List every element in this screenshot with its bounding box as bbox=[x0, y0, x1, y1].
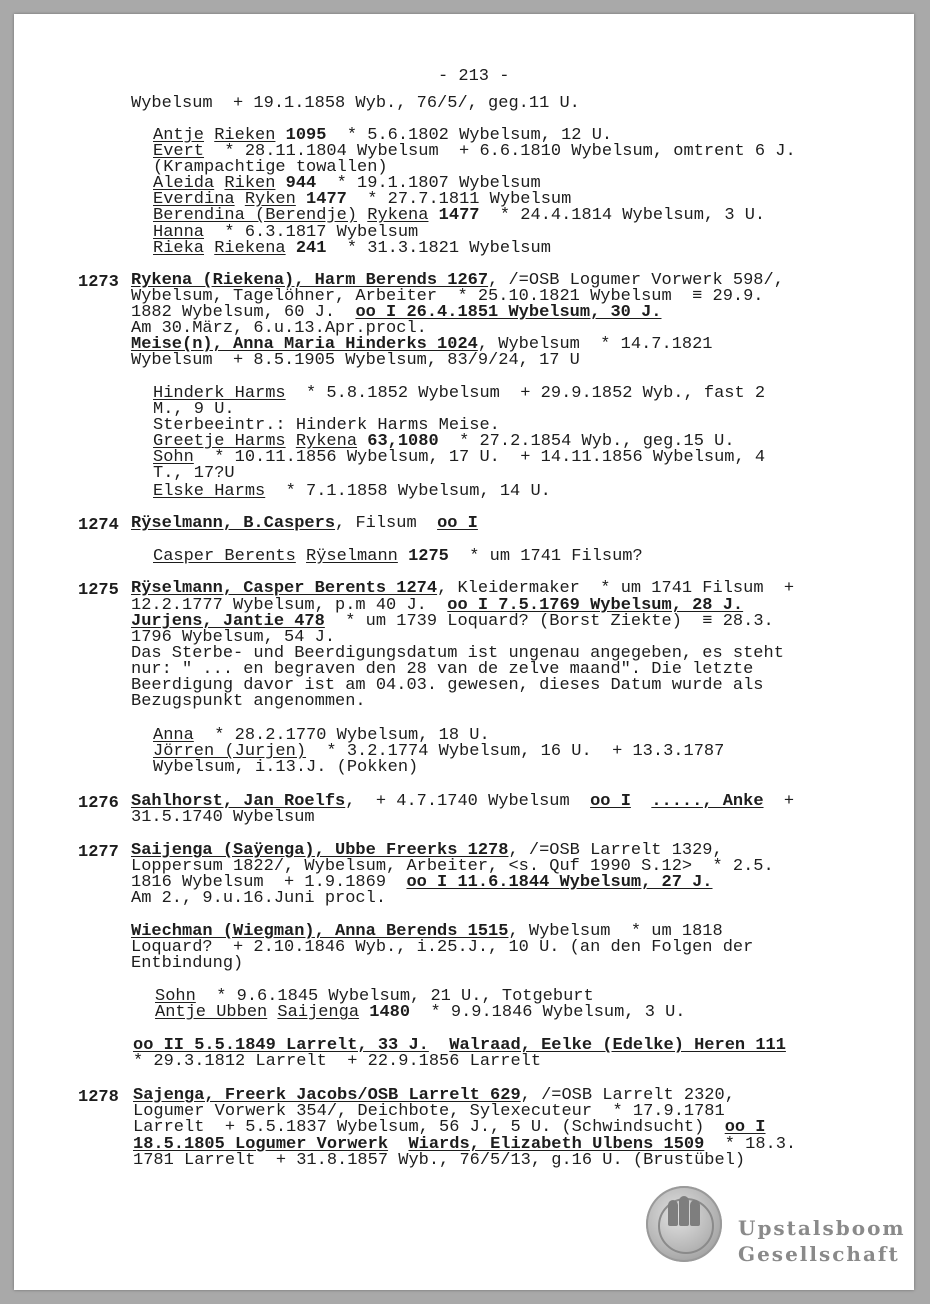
bold-name: 1095 bbox=[285, 126, 327, 145]
underlined-name: Rÿselmann bbox=[306, 547, 398, 566]
text-run bbox=[296, 547, 306, 566]
text-run: * 31.3.1821 Wybelsum bbox=[326, 239, 551, 258]
text-line bbox=[131, 581, 794, 597]
text-run: * 7.1.1858 Wybelsum, 14 U. bbox=[265, 482, 551, 501]
underlined-name: Riekena bbox=[214, 239, 286, 258]
bold-name: Wiards, Elizabeth Ulbens 1509 bbox=[408, 1135, 705, 1154]
document-page bbox=[14, 14, 914, 1290]
text-run: (Krampachtige towallen) bbox=[153, 158, 388, 177]
bold-name: Saijenga (Saÿenga), Ubbe Freerks 1278 bbox=[131, 841, 509, 860]
text-line bbox=[155, 1005, 686, 1021]
text-run: 31.5.1740 Wybelsum bbox=[131, 808, 315, 827]
underlined-name: Rieken bbox=[214, 126, 276, 145]
text-run bbox=[398, 547, 408, 566]
bold-name: oo I bbox=[437, 514, 478, 533]
underlined-name: Evert bbox=[153, 142, 205, 161]
text-run: 1796 Wybelsum, 54 J. bbox=[131, 628, 336, 647]
text-run: + bbox=[763, 792, 795, 811]
text-run: Wybelsum, i.13.J. (Pokken) bbox=[153, 758, 419, 777]
text-run: , /=OSB Larrelt 2320, bbox=[520, 1086, 735, 1105]
underlined-name: Elske Harms bbox=[153, 482, 266, 501]
bold-name: 1477 bbox=[306, 190, 347, 209]
underlined-name: Antje bbox=[153, 126, 205, 145]
text-run: * 10.11.1856 Wybelsum, 17 U. + 14.11.1856 Wybelsum, 4 bbox=[193, 448, 766, 467]
text-run: , /=OSB Larrelt 1329, bbox=[508, 841, 723, 860]
underlined-name: Sohn bbox=[155, 987, 196, 1006]
text-run: 1882 Wybelsum, 60 J. bbox=[131, 303, 356, 322]
text-run: 12.2.1777 Wybelsum, p.m 40 J. bbox=[131, 596, 448, 615]
underlined-name: Rykena bbox=[367, 206, 429, 225]
underlined-name: Hinderk Harms bbox=[153, 384, 286, 403]
text-run: * 5.8.1852 Wybelsum + 29.9.1852 Wyb., fast 2 bbox=[285, 384, 766, 403]
bold-name: Jurjens, Jantie 478 bbox=[131, 612, 325, 631]
text-run: * um 1741 Filsum? bbox=[448, 547, 643, 566]
text-run: Loppersum 1822/, Wybelsum, Arbeiter, <s. Quf 1990 S.12> * 2.5. bbox=[131, 857, 774, 876]
underlined-name: Riken bbox=[224, 174, 276, 193]
text-run: * 18.3. bbox=[704, 1135, 797, 1154]
text-run: Das Sterbe- und Beerdigungsdatum ist ungenau angegeben, es steht bbox=[131, 644, 784, 663]
entry-number: 1276 bbox=[78, 794, 119, 813]
text-run: Wybelsum + 19.1.1858 Wyb., 76/5/, geg.11 U. bbox=[131, 94, 580, 113]
bold-name: Sajenga, Freerk Jacobs/OSB Larrelt 629 bbox=[133, 1086, 521, 1105]
text-line bbox=[131, 956, 243, 972]
text-run: * 27.7.1811 Wybelsum bbox=[346, 190, 572, 209]
text-run: * 9.9.1846 Wybelsum, 3 U. bbox=[410, 1003, 686, 1022]
bold-name: Rykena (Riekena), Harm Berends 1267 bbox=[131, 271, 489, 290]
text-run: Wybelsum + 8.5.1905 Wybelsum, 83/9/24, 17 U bbox=[131, 351, 580, 370]
text-run bbox=[359, 1003, 369, 1022]
text-line bbox=[131, 516, 478, 532]
page-number: - 213 - bbox=[438, 67, 510, 86]
brand-name-line2: Gesellschaft bbox=[738, 1242, 900, 1266]
underlined-name: Anna bbox=[153, 726, 194, 745]
bold-name: Rÿselmann, B.Caspers bbox=[131, 514, 336, 533]
bold-name: oo I bbox=[590, 792, 631, 811]
text-run: * 5.6.1802 Wybelsum, 12 U. bbox=[326, 126, 613, 145]
text-run: 1816 Wybelsum + 1.9.1869 bbox=[131, 873, 407, 892]
text-run: Sterbeeintr.: Hinderk Harms Meise. bbox=[153, 416, 500, 435]
underlined-name: Casper Berents bbox=[153, 547, 296, 566]
text-line bbox=[153, 241, 551, 257]
bold-name: Meise(n), Anna Maria Hinderks 1024 bbox=[131, 335, 478, 354]
text-run bbox=[631, 792, 651, 811]
text-run: , Filsum bbox=[335, 514, 438, 533]
bold-name: oo II 5.5.1849 Larrelt, 33 J. bbox=[133, 1036, 429, 1055]
text-line bbox=[153, 466, 235, 482]
text-run: Am 30.März, 6.u.13.Apr.procl. bbox=[131, 319, 427, 338]
entry-number: 1274 bbox=[78, 516, 119, 535]
bold-name: oo I 26.4.1851 Wybelsum, 30 J. bbox=[355, 303, 662, 322]
text-run: * 19.1.1807 Wybelsum bbox=[316, 174, 541, 193]
text-line bbox=[131, 353, 580, 369]
brand-name-line1: Upstalsboom bbox=[738, 1216, 906, 1240]
text-run: Loquard? + 2.10.1846 Wyb., i.25.J., 10 U. (an den Folgen der bbox=[131, 938, 754, 957]
text-run: , Wybelsum * 14.7.1821 bbox=[477, 335, 713, 354]
underlined-name: Ryken bbox=[244, 190, 296, 209]
bold-name: Sahlhorst, Jan Roelfs bbox=[131, 792, 346, 811]
bold-name: Rÿselmann, Casper Berents 1274 bbox=[131, 579, 438, 598]
text-run: nur: " ... en begraven den 28 van de zelve maand". Die letzte bbox=[131, 660, 754, 679]
text-line bbox=[153, 549, 643, 565]
text-run: Logumer Vorwerk 354/, Deichbote, Sylexecuteur * 17.9.1781 bbox=[133, 1102, 725, 1121]
bold-name: 1275 bbox=[408, 547, 449, 566]
bold-name: 944 bbox=[285, 174, 317, 193]
underlined-name: Everdina bbox=[153, 190, 235, 209]
text-line bbox=[133, 1120, 766, 1136]
underlined-name: Greetje Harms bbox=[153, 432, 286, 451]
text-run: * 27.2.1854 Wyb., geg.15 U. bbox=[438, 432, 735, 451]
text-line bbox=[133, 1054, 541, 1070]
text-run bbox=[286, 239, 296, 258]
text-run: , + 4.7.1740 Wybelsum bbox=[345, 792, 591, 811]
bold-name: oo I 7.5.1769 Wybelsum, 28 J. bbox=[447, 596, 744, 615]
text-run: Wybelsum, Tagelöhner, Arbeiter * 25.10.1821 Wybelsum ≡ 29.9. bbox=[131, 287, 764, 306]
text-run: * 28.2.1770 Wybelsum, 18 U. bbox=[193, 726, 490, 745]
bold-name: 1480 bbox=[369, 1003, 411, 1022]
text-line bbox=[153, 208, 765, 224]
text-run: 1781 Larrelt + 31.8.1857 Wyb., 76/5/13, g.16 U. (Brustübel) bbox=[133, 1151, 746, 1170]
bold-name: 63,1080 bbox=[367, 432, 439, 451]
text-run: Larrelt + 5.5.1837 Wybelsum, 56 J., 5 U. (Schwindsucht) bbox=[133, 1118, 725, 1137]
text-run: M., 9 U. bbox=[153, 400, 235, 419]
bold-name: Walraad, Eelke (Edelke) Heren 111 bbox=[449, 1036, 786, 1055]
text-line bbox=[131, 96, 580, 112]
entry-number: 1278 bbox=[78, 1088, 119, 1107]
underlined-name: Rykena bbox=[295, 432, 358, 451]
text-run bbox=[204, 239, 214, 258]
underlined-name: Berendina (Berendje) bbox=[153, 206, 358, 225]
text-run: T., 17?U bbox=[153, 464, 235, 483]
bold-name: ....., Anke bbox=[651, 792, 764, 811]
text-line bbox=[133, 1153, 745, 1169]
text-run: * 9.6.1845 Wybelsum, 21 U., Totgeburt bbox=[195, 987, 594, 1006]
text-run: Am 2., 9.u.16.Juni procl. bbox=[131, 889, 387, 908]
underlined-name: Aleida bbox=[153, 174, 215, 193]
text-run: Entbindung) bbox=[131, 954, 244, 973]
text-run: Bezugspunkt angenommen. bbox=[131, 692, 366, 711]
bold-name: oo I 11.6.1844 Wybelsum, 27 J. bbox=[406, 873, 713, 892]
bold-name: oo I bbox=[724, 1118, 766, 1137]
text-run: * 3.2.1774 Wybelsum, 16 U. + 13.3.1787 bbox=[306, 742, 725, 761]
text-run bbox=[267, 1003, 277, 1022]
text-run: * 6.3.1817 Wybelsum bbox=[204, 223, 419, 242]
bold-name: 18.5.1805 Logumer Vorwerk bbox=[133, 1135, 389, 1154]
entry-number: 1275 bbox=[78, 581, 119, 600]
text-run: * 29.3.1812 Larrelt + 22.9.1856 Larrelt bbox=[133, 1052, 542, 1071]
underlined-name: Antje Ubben bbox=[155, 1003, 268, 1022]
text-line bbox=[131, 694, 366, 710]
bold-name: 241 bbox=[295, 239, 327, 258]
text-line bbox=[131, 810, 315, 826]
text-line bbox=[153, 386, 765, 402]
society-seal-logo bbox=[646, 1186, 722, 1262]
entry-number: 1277 bbox=[78, 843, 119, 862]
text-run: * 24.4.1814 Wybelsum, 3 U. bbox=[479, 206, 766, 225]
bold-name: 1477 bbox=[438, 206, 480, 225]
text-line bbox=[131, 891, 386, 907]
text-run: , /=OSB Logumer Vorwerk 598/, bbox=[488, 271, 784, 290]
text-run: * um 1739 Loquard? (Borst Ziekte) ≡ 28.3. bbox=[324, 612, 774, 631]
text-run: Beerdigung davor ist am 04.03. gewesen, dieses Datum wurde als bbox=[131, 676, 764, 695]
text-line bbox=[153, 450, 765, 466]
text-run: * 28.11.1804 Wybelsum + 6.6.1810 Wybelsum, omtrent 6 J. bbox=[204, 142, 796, 161]
text-run: , Wybelsum * um 1818 bbox=[508, 922, 723, 941]
entry-number: 1273 bbox=[78, 273, 119, 292]
bold-name: Wiechman (Wiegman), Anna Berends 1515 bbox=[131, 922, 509, 941]
text-line bbox=[153, 484, 551, 500]
text-line bbox=[153, 760, 418, 776]
underlined-name: Saijenga bbox=[277, 1003, 360, 1022]
text-run: , Kleidermaker * um 1741 Filsum + bbox=[437, 579, 795, 598]
underlined-name: Rieka bbox=[153, 239, 205, 258]
underlined-name: Jörren (Jurjen) bbox=[153, 742, 307, 761]
text-run bbox=[428, 206, 438, 225]
underlined-name: Sohn bbox=[153, 448, 194, 467]
underlined-name: Hanna bbox=[153, 223, 205, 242]
